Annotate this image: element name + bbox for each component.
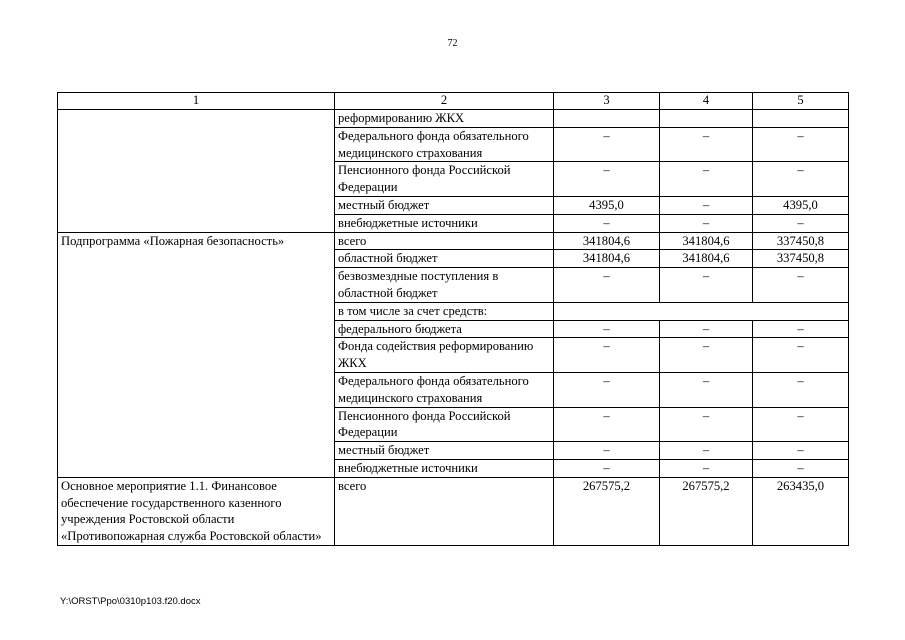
funding-source-cell: Пенсионного фонда Российской Федерации xyxy=(335,407,554,442)
table-row xyxy=(58,477,849,545)
value-cell-col5: 4395,0 xyxy=(753,196,849,214)
value-cell-col5: – xyxy=(753,268,849,303)
table-header-row xyxy=(58,93,849,110)
empty-values-cell xyxy=(554,302,849,320)
value-cell-col5: 337450,8 xyxy=(753,232,849,250)
value-cell-col5: 263435,0 xyxy=(753,477,849,545)
value-cell-col5: – xyxy=(753,320,849,338)
value-cell-col3: – xyxy=(554,372,660,407)
value-cell-col4: – xyxy=(660,214,753,232)
column-header-5: 5 xyxy=(753,93,849,110)
value-cell-col4: – xyxy=(660,268,753,303)
value-cell-col4: – xyxy=(660,162,753,197)
value-cell-col4: 267575,2 xyxy=(660,477,753,545)
value-cell-col4: – xyxy=(660,407,753,442)
value-cell-col5: – xyxy=(753,127,849,162)
funding-source-cell: Пенсионного фонда Российской Федерации xyxy=(335,162,554,197)
value-cell-col3: – xyxy=(554,320,660,338)
value-cell-col3 xyxy=(554,110,660,128)
value-cell-col5 xyxy=(753,110,849,128)
value-cell-col3: – xyxy=(554,162,660,197)
funding-source-cell: реформированию ЖКХ xyxy=(335,110,554,128)
funding-source-cell: местный бюджет xyxy=(335,442,554,460)
column-header-2: 2 xyxy=(335,93,554,110)
funding-source-cell: Фонда содействия реформированию ЖКХ xyxy=(335,338,554,373)
funding-source-cell: местный бюджет xyxy=(335,196,554,214)
value-cell-col4: 341804,6 xyxy=(660,250,753,268)
value-cell-col5: – xyxy=(753,338,849,373)
value-cell-col3: 4395,0 xyxy=(554,196,660,214)
value-cell-col3: 341804,6 xyxy=(554,232,660,250)
funding-source-cell: внебюджетные источники xyxy=(335,214,554,232)
value-cell-col3: – xyxy=(554,214,660,232)
column-header-1: 1 xyxy=(58,93,335,110)
value-cell-col5: – xyxy=(753,162,849,197)
funding-source-cell: всего xyxy=(335,232,554,250)
value-cell-col4: – xyxy=(660,459,753,477)
value-cell-col5: – xyxy=(753,459,849,477)
value-cell-col4: – xyxy=(660,442,753,460)
program-label-cell: Подпрограмма «Пожарная безопасность» xyxy=(58,232,335,477)
value-cell-col5: – xyxy=(753,214,849,232)
funding-source-cell: всего xyxy=(335,477,554,545)
value-cell-col3: – xyxy=(554,407,660,442)
value-cell-col3: 267575,2 xyxy=(554,477,660,545)
value-cell-col4: – xyxy=(660,127,753,162)
funding-source-cell: безвозмездные поступления в областной бюджет xyxy=(335,268,554,303)
value-cell-col3: 341804,6 xyxy=(554,250,660,268)
page-number: 72 xyxy=(447,38,458,49)
value-cell-col5: – xyxy=(753,442,849,460)
value-cell-col4: 341804,6 xyxy=(660,232,753,250)
value-cell-col5: – xyxy=(753,407,849,442)
document-file-path: Y:\ORST\Ppo\0310p103.f20.docx xyxy=(60,596,201,607)
value-cell-col4: – xyxy=(660,320,753,338)
funding-source-cell: Федерального фонда обязательного медицинского страхования xyxy=(335,127,554,162)
value-cell-col4: – xyxy=(660,338,753,373)
value-cell-col3: – xyxy=(554,442,660,460)
value-cell-col5: 337450,8 xyxy=(753,250,849,268)
program-label-cell xyxy=(58,110,335,233)
value-cell-col4: – xyxy=(660,196,753,214)
value-cell-col4: – xyxy=(660,372,753,407)
value-cell-col3: – xyxy=(554,268,660,303)
value-cell-col3: – xyxy=(554,127,660,162)
program-label-cell: Основное мероприятие 1.1. Финансовое обеспечение государственного казенного учреждения Ростовской области «Противопожарная служба Ростовской области» xyxy=(58,477,335,545)
table-row xyxy=(58,110,849,128)
value-cell-col3: – xyxy=(554,338,660,373)
funding-source-cell: федерального бюджета xyxy=(335,320,554,338)
funding-source-cell: областной бюджет xyxy=(335,250,554,268)
column-header-3: 3 xyxy=(554,93,660,110)
table-row xyxy=(58,232,849,250)
column-header-4: 4 xyxy=(660,93,753,110)
value-cell-col5: – xyxy=(753,372,849,407)
funding-source-cell: внебюджетные источники xyxy=(335,459,554,477)
value-cell-col4 xyxy=(660,110,753,128)
value-cell-col3: – xyxy=(554,459,660,477)
funding-source-cell: в том числе за счет средств: xyxy=(335,302,554,320)
funding-source-cell: Федерального фонда обязательного медицинского страхования xyxy=(335,372,554,407)
budget-table xyxy=(57,92,849,546)
